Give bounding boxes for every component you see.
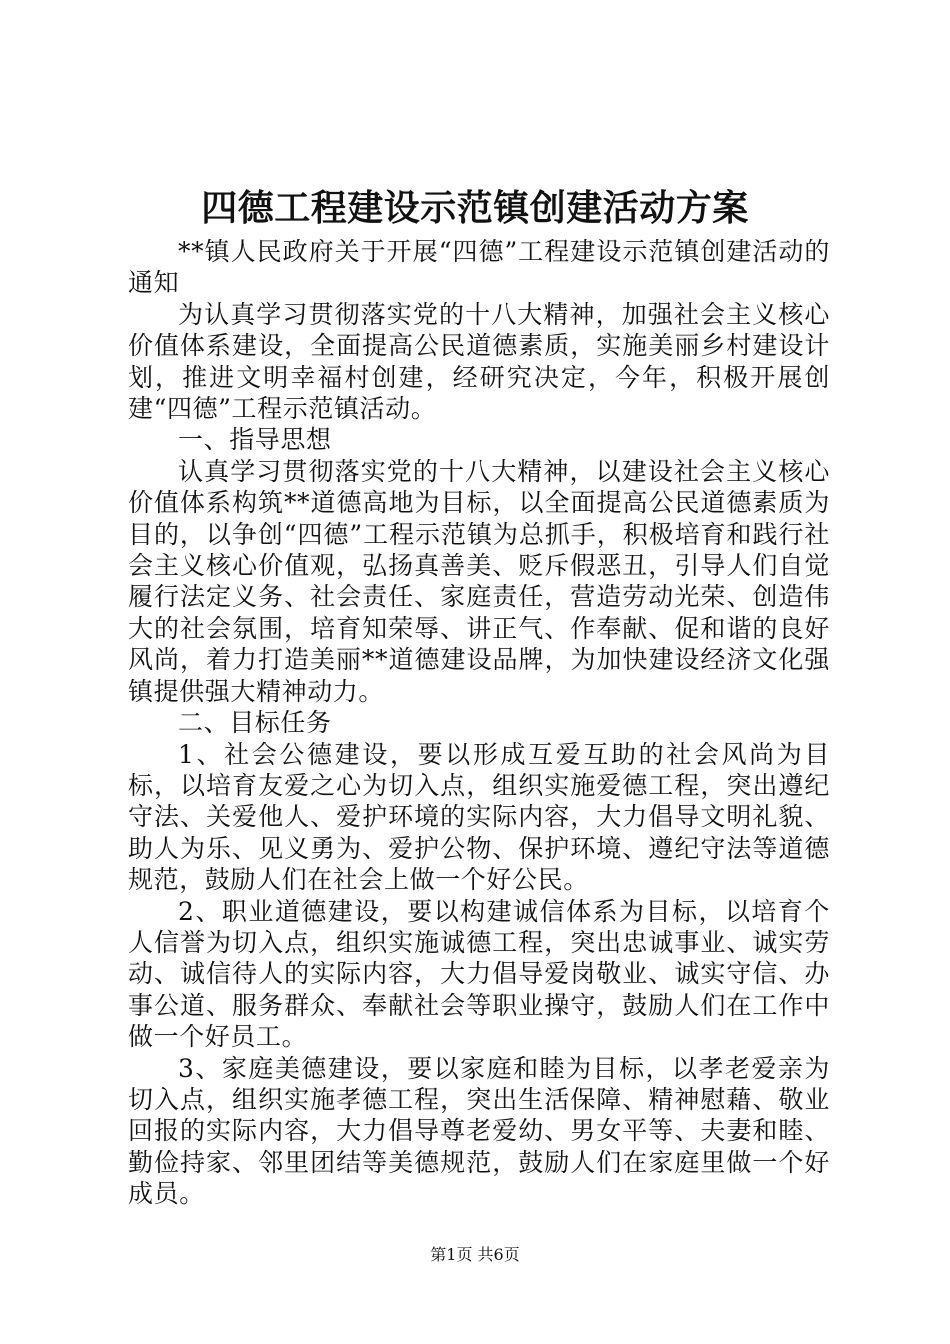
document-body [128, 236, 830, 1210]
document-title: 四德工程建设示范镇创建活动方案 [201, 187, 749, 229]
page-number: 第1页 共6页 [430, 1245, 520, 1264]
goal-item-family-virtues: 3、家庭美德建设，要以家庭和睦为目标，以孝老爱亲为切入点，组织实施孝德工程，突出生活保障、精神慰藉、敬业回报的实际内容，大力倡导尊老爱幼、男女平等、夫妻和睦、勤俭持家、邻里团结等美德规范，鼓励人们在家庭里做一个好成员。 [128, 1053, 830, 1209]
notice-heading: **镇人民政府关于开展“四德”工程建设示范镇创建活动的通知 [128, 237, 830, 298]
section-heading-goals: 二、目标任务 [178, 708, 332, 738]
goal-item-professional-ethics: 2、职业道德建设，要以构建诚信体系为目标，以培育个人信誉为切入点，组织实施诚德工程，突出忠诚事业、诚实劳动、诚信待人的实际内容，大力倡导爱岗敬业、诚实守信、办事公道、服务群众、奉献社会等职业操守，鼓励人们在工作中做一个好员工。 [128, 896, 830, 1052]
guiding-ideology-paragraph: 认真学习贯彻落实党的十八大精神，以建设社会主义核心价值体系构筑**道德高地为目标，以全面提高公民道德素质为目的，以争创“四德”工程示范镇为总抓手，积极培育和践行社会主义核心价值观，弘扬真善美、贬斥假恶丑，引导人们自觉履行法定义务、社会责任、家庭责任，营造劳动光荣、创造伟大的社会氛围，培育知荣辱、讲正气、作奉献、促和谐的良好风尚，着力打造美丽**道德建设品牌，为加快建设经济文化强镇提供强大精神动力。 [128, 456, 830, 706]
intro-paragraph: 为认真学习贯彻落实党的十八大精神，加强社会主义核心价值体系建设，全面提高公民道德素质，实施美丽乡村建设计划，推进文明幸福村创建，经研究决定，今年，积极开展创建“四德”工程示范镇活动。 [128, 299, 830, 424]
section-heading-guiding-ideology: 一、指导思想 [178, 425, 332, 455]
goal-item-social-morality: 1、社会公德建设，要以形成互爱互助的社会风尚为目标，以培育友爱之心为切入点，组织实施爱德工程，突出遵纪守法、关爱他人、爱护环境的实际内容，大力倡导文明礼貌、助人为乐、见义勇为、爱护公物、保护环境、遵纪守法等道德规范，鼓励人们在社会上做一个好公民。 [128, 739, 830, 895]
